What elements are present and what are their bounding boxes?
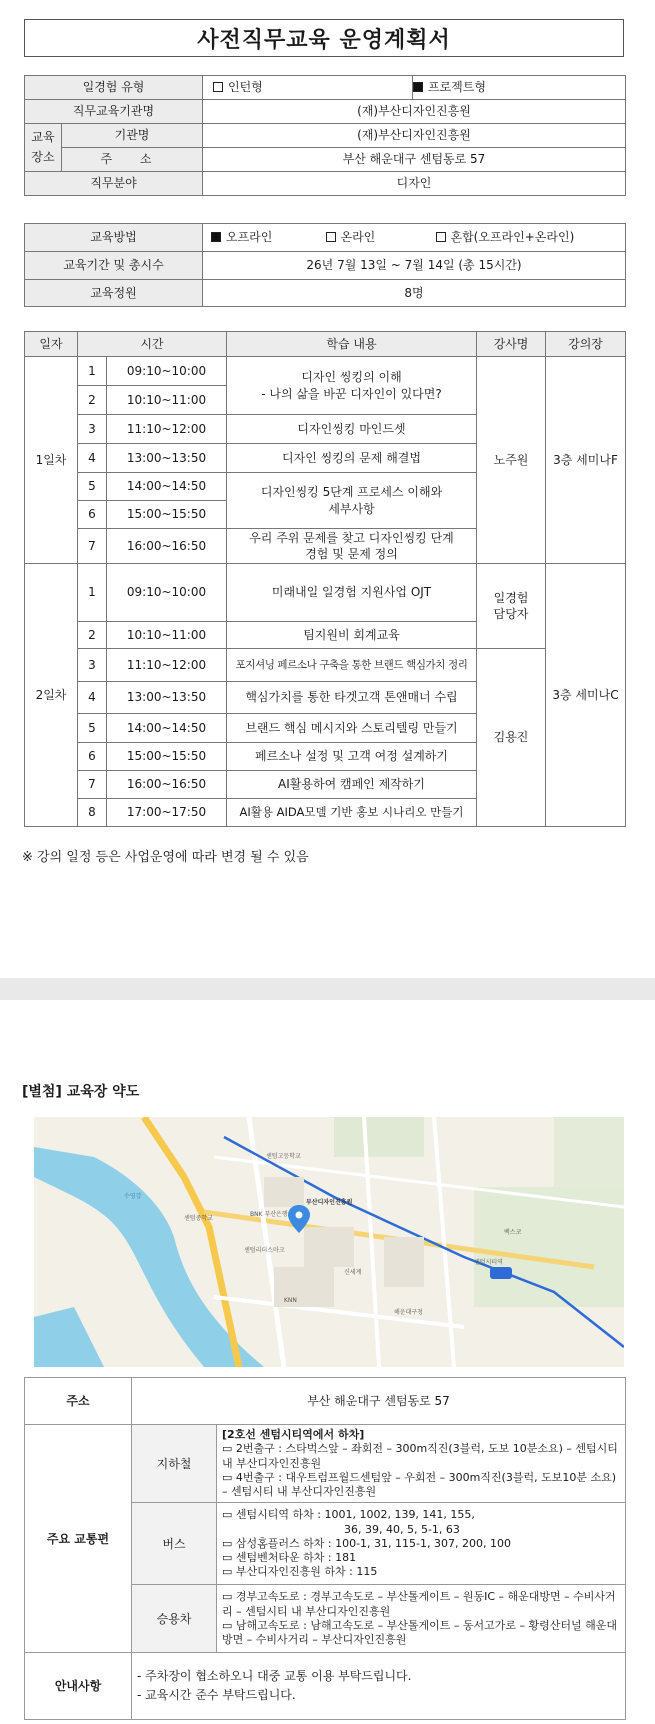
method-label: 교육방법 [25, 224, 203, 252]
map-label: 센텀중학교 [184, 1215, 213, 1222]
period-time: 11:10~12:00 [107, 649, 227, 682]
place-name-value: (재)부산디자인진흥원 [203, 124, 626, 148]
header-room: 강의장 [546, 332, 626, 357]
period-number: 1 [78, 357, 107, 386]
period-time: 13:00~13:50 [107, 444, 227, 473]
period-time: 16:00~16:50 [107, 529, 227, 564]
guide-info: - 주차장이 협소하오니 대중 교통 이용 부탁드립니다. - 교육시간 준수 부탁드립니다. [132, 1653, 626, 1720]
period-time: 11:10~12:00 [107, 415, 227, 444]
bus-label: 버스 [132, 1503, 217, 1585]
period-number: 7 [78, 771, 107, 799]
method-table [24, 223, 626, 307]
content-cell: 미래내일 일경험 지원사업 OJT [227, 564, 477, 622]
content-cell: 디자인 씽킹의 문제 해결법 [227, 444, 477, 473]
day2-room: 3층 세미나C [546, 564, 626, 827]
map-label: BNK 부산은행 [250, 1211, 288, 1218]
map-label: 센텀리더스마크 [244, 1247, 285, 1254]
method-option-online[interactable]: 온라인 [323, 224, 433, 252]
guide-header: 안내사항 [25, 1653, 132, 1720]
address-header: 주소 [25, 1378, 132, 1425]
schedule-table [24, 331, 626, 827]
location-map[interactable] [34, 1117, 624, 1367]
type-option-project[interactable]: 프로젝트형 [413, 76, 626, 100]
period-number: 2 [78, 622, 107, 649]
page-title: 사전직무교육 운영계획서 [24, 19, 624, 57]
content-cell: 디자인씽킹 5단계 프로세스 이해와 세부사항 [227, 473, 477, 529]
address-cell: 부산 해운대구 센텀동로 57 [132, 1378, 626, 1425]
content-cell: 디자인씽킹 마인드셋 [227, 415, 477, 444]
period-number: 4 [78, 444, 107, 473]
map-label-destination: 부산디자인진흥원 [306, 1199, 353, 1206]
method-option-mixed[interactable]: 혼합(오프라인+온라인) [433, 224, 626, 252]
checkbox-filled-icon [413, 82, 423, 92]
period-number: 2 [78, 386, 107, 415]
header-time: 시간 [78, 332, 227, 357]
content-cell: 브랜드 핵심 메시지와 스토리텔링 만들기 [227, 714, 477, 743]
schedule-note: ※ 강의 일정 등은 사업운영에 따라 변경 될 수 있음 [22, 850, 309, 865]
place-label: 교육 장소 [25, 124, 62, 172]
day2-instructor: 김용진 [477, 649, 546, 827]
map-label: KNN [284, 1297, 297, 1304]
day1-room: 3층 세미나F [546, 357, 626, 564]
period-number: 6 [78, 501, 107, 529]
type-label: 일경험 유형 [25, 76, 203, 100]
field-value: 디자인 [203, 172, 626, 196]
org-value: (재)부산디자인진흥원 [203, 100, 626, 124]
map-label: 수영강 [124, 1193, 142, 1200]
subway-info: [2호선 센텀시티역에서 하차] ▭ 2번출구 : 스타벅스앞 – 좌회전 – 300m직진(3블럭, 도보 10분소요) – 센텀시티 내 부산디자인진흥원 ▭ 4번출구 : 대우트럼프월드센텀앞 – 우회전 – 300m직진(3블럭, 도보10분 소요) – 센텀시티 내 부산디자인진흥원 [217, 1425, 626, 1503]
page-separator [0, 978, 655, 1000]
period-time: 17:00~17:50 [107, 799, 227, 827]
content-cell: 핵심가치를 통한 타겟고객 톤앤매너 수립 [227, 682, 477, 714]
day2-label: 2일차 [25, 564, 78, 827]
period-time: 16:00~16:50 [107, 771, 227, 799]
map-label: 센텀고등학교 [266, 1153, 301, 1160]
address-value: 부산 해운대구 센텀동로 57 [203, 148, 626, 172]
content-cell: AI활용하여 캠페인 제작하기 [227, 771, 477, 799]
period-time: 14:00~14:50 [107, 714, 227, 743]
capacity-label: 교육정원 [25, 280, 203, 307]
header-date: 일자 [25, 332, 78, 357]
period-value: 26년 7월 13일 ~ 7월 14일 (총 15시간) [203, 252, 626, 280]
field-label: 직무분야 [25, 172, 203, 196]
day2-instructor-staff: 일경험 담당자 [477, 564, 546, 649]
period-number: 5 [78, 714, 107, 743]
org-label: 직무교육기관명 [25, 100, 203, 124]
content-cell: 디자인 씽킹의 이해 - 나의 삶을 바꾼 디자인이 있다면? [227, 357, 477, 415]
checkbox-empty-icon [436, 232, 446, 242]
map-label: 신세계 [344, 1269, 362, 1276]
annex-title: [별첨] 교육장 약도 [22, 1084, 140, 1100]
transport-table [24, 1377, 626, 1720]
map-label: 벡스코 [504, 1229, 522, 1236]
period-time: 15:00~15:50 [107, 501, 227, 529]
period-number: 7 [78, 529, 107, 564]
period-number: 1 [78, 564, 107, 622]
header-instructor: 강사명 [477, 332, 546, 357]
content-cell: AI활용 AIDA모델 기반 홍보 시나리오 만들기 [227, 799, 477, 827]
info-table [24, 75, 626, 196]
day1-instructor: 노주원 [477, 357, 546, 564]
period-time: 09:10~10:00 [107, 357, 227, 386]
period-time: 10:10~11:00 [107, 622, 227, 649]
period-number: 3 [78, 649, 107, 682]
subway-label: 지하철 [132, 1425, 217, 1503]
checkbox-empty-icon [326, 232, 336, 242]
period-time: 14:00~14:50 [107, 473, 227, 501]
period-time: 15:00~15:50 [107, 743, 227, 771]
car-info: ▭ 경부고속도로 : 경부고속도로 – 부산톨게이트 – 원동IC – 해운대방면 – 수비사거리 – 센텀시티 내 부산디자인진흥원 ▭ 남해고속도로 : 남해고속도로 – 부산톨게이트 – 동서고가로 – 황령산터널 해운대방면 – 수비사거리 – 부산디자인진흥원 [217, 1585, 626, 1653]
map-label: 해운대구청 [394, 1309, 423, 1316]
content-cell: 페르소나 설정 및 고객 여정 설계하기 [227, 743, 477, 771]
checkbox-empty-icon [213, 82, 223, 92]
transport-header: 주요 교통편 [25, 1425, 132, 1653]
content-cell: 우리 주위 문제를 찾고 디자인씽킹 단계 경험 및 문제 정의 [227, 529, 477, 564]
address-label: 주 소 [62, 148, 203, 172]
car-label: 승용차 [132, 1585, 217, 1653]
period-label: 교육기간 및 총시수 [25, 252, 203, 280]
period-time: 09:10~10:00 [107, 564, 227, 622]
day1-label: 1일차 [25, 357, 78, 564]
bus-info: ▭ 센텀시티역 하차 : 1001, 1002, 139, 141, 155, 36, 39, 40, 5, 5-1, 63 ▭ 삼성홈플러스 하차 : 100-1, 31, 115-1, 307, 200, 100 ▭ 센텀벤처타운 하차 : 181 ▭ 부산디자인진흥원 하차 : 115 [217, 1503, 626, 1585]
map-graphic [34, 1117, 624, 1367]
header-content: 학습 내용 [227, 332, 477, 357]
content-cell: 팀지원비 회계교육 [227, 622, 477, 649]
period-time: 10:10~11:00 [107, 386, 227, 415]
period-number: 8 [78, 799, 107, 827]
period-number: 4 [78, 682, 107, 714]
capacity-value: 8명 [203, 280, 626, 307]
period-number: 5 [78, 473, 107, 501]
type-option-intern[interactable]: 인턴형 [203, 76, 413, 100]
place-name-label: 기관명 [62, 124, 203, 148]
method-option-offline[interactable]: 오프라인 [203, 224, 323, 252]
period-time: 13:00~13:50 [107, 682, 227, 714]
period-number: 6 [78, 743, 107, 771]
content-cell: 포지셔닝 페르소나 구축을 통한 브랜드 핵심가치 정리 [227, 649, 477, 682]
map-label: 센텀시티역 [474, 1259, 503, 1266]
checkbox-filled-icon [211, 232, 221, 242]
period-number: 3 [78, 415, 107, 444]
